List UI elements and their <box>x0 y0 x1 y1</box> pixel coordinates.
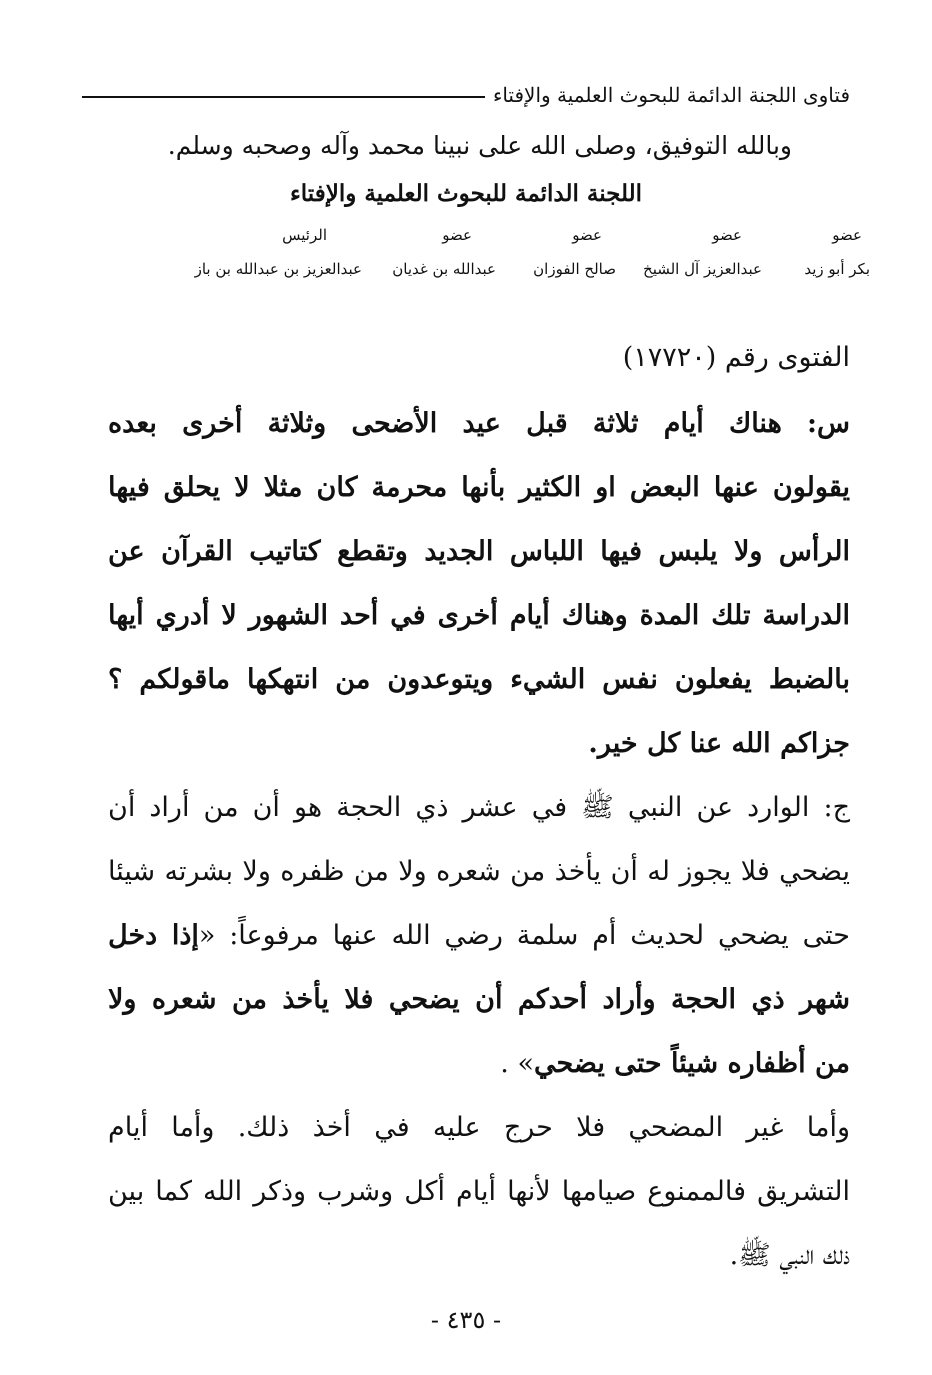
signatory-name: عبدالعزيز بن عبدالله بن باز <box>194 260 362 278</box>
answer-paragraph <box>108 776 850 1096</box>
answer-line: يضحي فلا يجوز له أن يأخذ من شعره ولا من ظفره ولا بشرته شيئا <box>108 856 850 887</box>
question-line: يقولون عنها البعض او الكثير بأنها محرمة كان مثلا لا يحلق فيها <box>108 472 850 503</box>
running-header <box>82 78 850 112</box>
fatwa-number: الفتوى رقم (١٧٧٢٠) <box>622 342 850 373</box>
question-paragraph <box>108 392 850 776</box>
signatory-name: بكر أبو زيد <box>804 260 870 278</box>
answer-line: ج: الوارد عن النبي ﷺ في عشر ذي الحجة هو أن من أراد أن <box>108 792 850 823</box>
answer-line: وأما غير المضحي فلا حرج عليه في أخذ ذلك. وأما أيام <box>108 1112 850 1143</box>
header-rule <box>82 96 485 98</box>
hadith-text: من أظفاره شيئاً حتى يضحي <box>533 1048 850 1079</box>
signatory-role: الرئيس <box>282 226 327 244</box>
committee-name: اللجنة الدائمة للبحوث العلمية والإفتاء <box>289 180 643 207</box>
signatory-name: عبدالعزيز آل الشيخ <box>643 260 762 278</box>
answer-continuation-paragraph <box>108 1096 850 1288</box>
signatory-name: عبدالله بن غديان <box>392 260 496 278</box>
answer-text: » . <box>500 1048 534 1079</box>
hadith-line <box>108 1032 850 1096</box>
signatory-role: عضو <box>572 226 602 244</box>
question-line: الدراسة تلك المدة وهناك أيام أخرى في أحد الشهور لا أدري أيها <box>108 600 850 631</box>
question-line: بالضبط يفعلون نفس الشيء ويتوعدون من انتهكها ماقولكم ؟ <box>108 664 850 695</box>
signatory-role: عضو <box>442 226 472 244</box>
signatory-role: عضو <box>832 226 862 244</box>
answer-line: ذلك النبي ﷺ. <box>729 1240 850 1271</box>
signatory-role: عضو <box>712 226 742 244</box>
signatory-roles <box>82 226 862 248</box>
signatory-name: صالح الفوزان <box>533 260 616 278</box>
page-number: - ٤٣٥ - <box>430 1306 502 1334</box>
answer-line: التشريق فالممنوع صيامها لأنها أيام أكل وشرب وذكر الله كما بين <box>108 1176 850 1207</box>
closing-line: وبالله التوفيق، وصلى الله على نبينا محمد وآله وصحبه وسلم. <box>167 131 792 160</box>
question-line: الرأس ولا يلبس فيها اللباس الجديد وتقطع كتاتيب القرآن عن <box>108 536 850 567</box>
hadith-text: إذا دخل <box>108 920 199 951</box>
answer-text: حتى يضحي لحديث أم سلمة رضي الله عنها مرفوعاً: « <box>198 920 850 951</box>
answer-line <box>108 904 850 968</box>
hadith-line: شهر ذي الحجة وأراد أحدكم أن يضحي فلا يأخذ من شعره ولا <box>108 984 850 1015</box>
signatory-names <box>82 260 870 282</box>
running-header-title: فتاوى اللجنة الدائمة للبحوث العلمية والإفتاء <box>492 83 850 107</box>
question-line: س: هناك أيام ثلاثة قبل عيد الأضحى وثلاثة أخرى بعده <box>108 408 850 439</box>
question-line: جزاكم الله عنا كل خير. <box>588 728 850 759</box>
